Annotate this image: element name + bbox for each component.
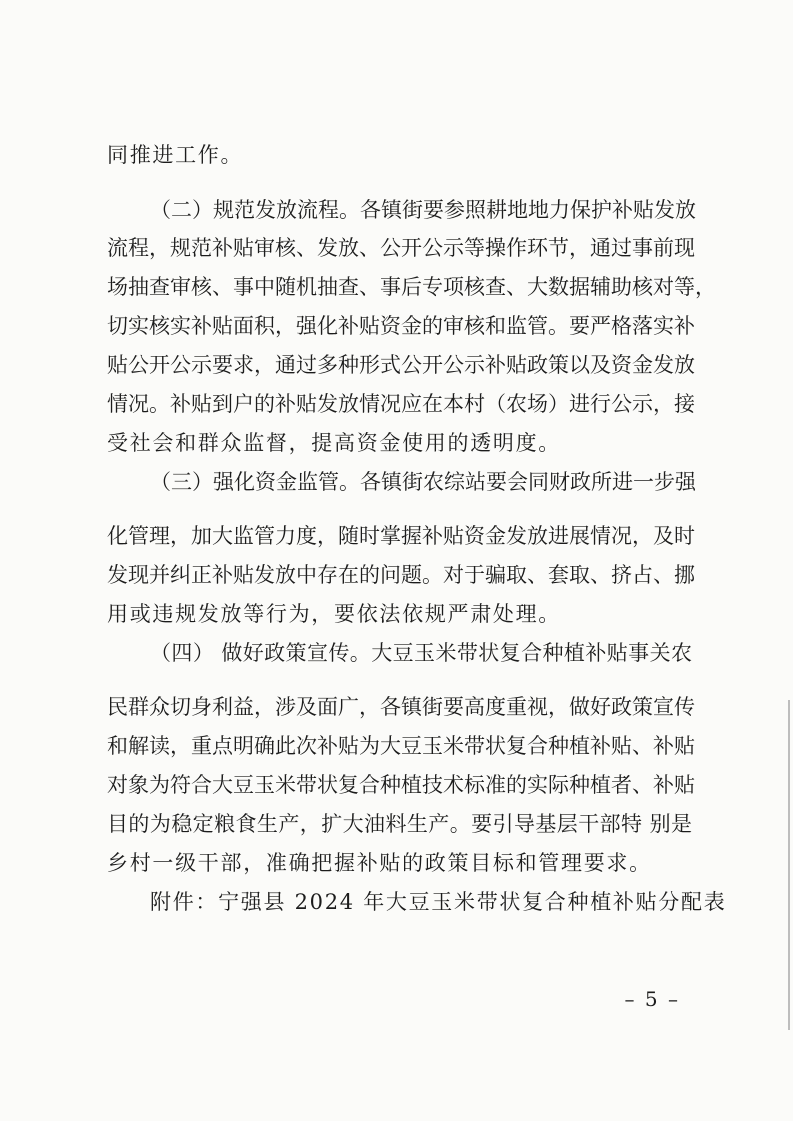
section-heading-line: （四） 做好政策宣传。大豆玉米带状复合种植补贴事关农: [150, 641, 692, 665]
text-line: 和解读，重点明确此次补贴为大豆玉米带状复合种植补贴、补贴: [107, 734, 695, 758]
text-line: 目的为稳定粮食生产，扩大油料生产。要引导基层干部特 别是: [107, 812, 692, 836]
text-line: 贴公开公示要求，通过多种形式公开公示补贴政策以及资金发放: [107, 353, 695, 377]
text-line: 民群众切身利益，涉及面广，各镇街要高度重视，做好政策宣传: [107, 695, 695, 719]
section-heading-line: （三）强化资金监管。各镇街农综站要会同财政所进一步强: [150, 470, 696, 494]
section-heading-line: （二）规范发放流程。各镇街要参照耕地地力保护补贴发放: [150, 198, 696, 222]
page-number: – 5 –: [624, 987, 680, 1011]
text-line: 发现并纠正补贴发放中存在的问题。对于骗取、套取、挤占、挪: [107, 563, 695, 587]
attachment-line: 附件：宁强县 2024 年大豆玉米带状复合种植补贴分配表: [150, 890, 727, 914]
scan-edge-mark: [788, 700, 790, 1030]
text-line: 同推进工作。: [107, 143, 244, 167]
text-line: 场抽查审核、事中随机抽查、事后专项核查、大数据辅助核对等，: [107, 275, 716, 299]
text-line: 受社会和群众监督，提高资金使用的透明度。: [107, 431, 561, 455]
text-line: 切实核实补贴面积，强化补贴资金的审核和监管。要严格落实补: [107, 314, 695, 338]
text-line: 对象为符合大豆玉米带状复合种植技术标准的实际种植者、补贴: [107, 773, 695, 797]
text-line: 情况。补贴到户的补贴发放情况应在本村（农场）进行公示，接: [107, 392, 695, 416]
text-line: 化管理，加大监管力度，随时掌握补贴资金发放进展情况，及时: [107, 524, 695, 548]
text-line: 乡村一级干部，准确把握补贴的政策目标和管理要求。: [107, 851, 652, 875]
text-line: 流程，规范补贴审核、发放、公开公示等操作环节，通过事前现: [107, 236, 695, 260]
text-line: 用或违规发放等行为，要依法依规严肃处理。: [107, 602, 561, 626]
